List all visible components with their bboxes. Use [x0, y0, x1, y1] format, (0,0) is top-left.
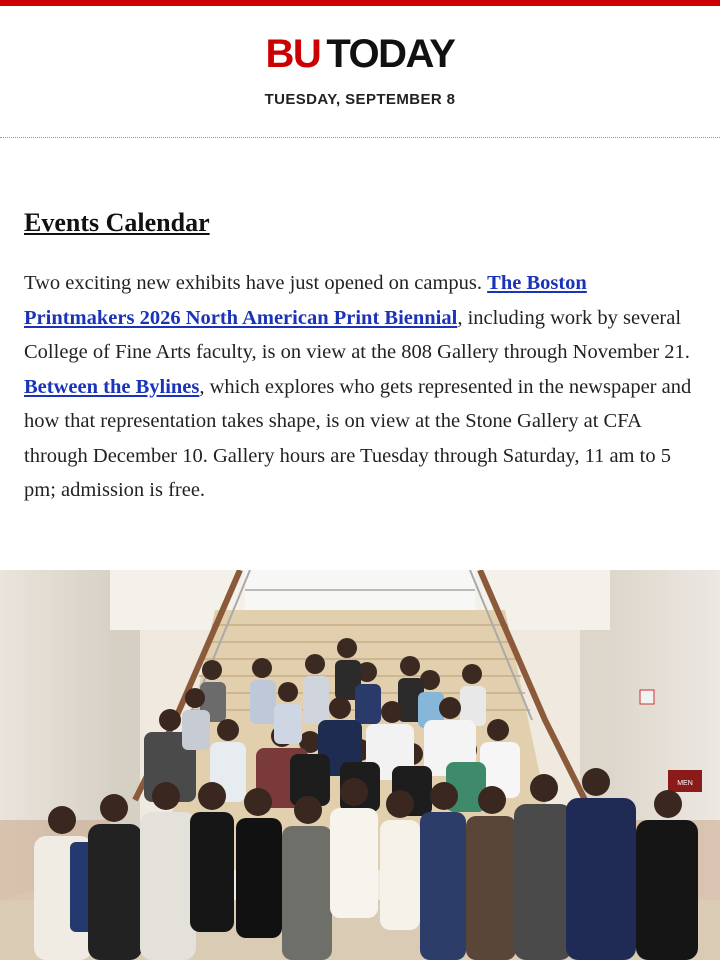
bu-today-logo[interactable] [0, 6, 720, 76]
paragraph-text-3: , which explores who gets represented in the newspaper and how that representation takes shape, is on view at the Stone Gallery at CFA through December 10. Gallery hours are Tuesday through Saturday, 11 am to 5 pm; admission is free. [24, 375, 692, 501]
paragraph-text-2: , including work by several College of Fine Arts faculty, is on view at the 808 Gallery through November 21. [24, 306, 690, 363]
section-title[interactable]: Events Calendar [24, 208, 210, 237]
logo-bu: BU [265, 32, 321, 76]
events-paragraph [24, 266, 696, 508]
group-photo[interactable] [0, 570, 720, 960]
masthead [0, 6, 720, 138]
issue-date: TUESDAY, SEPTEMBER 8 [264, 91, 456, 108]
logo-today: TODAY [326, 32, 455, 76]
restroom-sign-text: MEN [677, 780, 693, 787]
group-photo-illustration [0, 570, 720, 960]
paragraph-text-1: Two exciting new exhibits have just opened on campus. [24, 272, 488, 294]
newsletter-content [0, 208, 720, 508]
print-biennial-link[interactable]: The Boston Printmakers 2026 North American Print Biennial [24, 272, 587, 329]
between-the-bylines-link[interactable]: Between the Bylines [24, 375, 200, 398]
